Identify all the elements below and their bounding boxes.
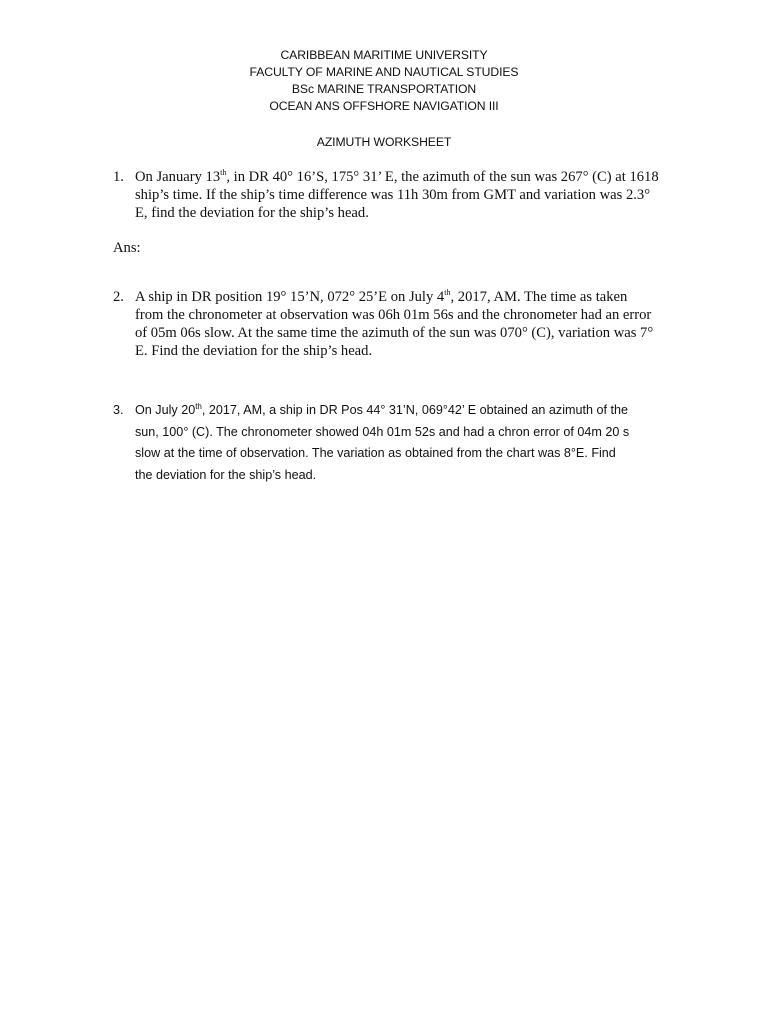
question-line: of 05m 06s slow. At the same time the azimuth of the sun was 070° (C), variation was 7° — [135, 325, 654, 341]
document-header — [0, 47, 768, 115]
ordinal-suffix: th — [444, 288, 451, 298]
question-line: E. Find the deviation for the ship’s head. — [135, 343, 373, 359]
question-line: ship’s time. If the ship’s time difference was 11h 30m from GMT and variation was 2.3° — [135, 187, 651, 203]
course-name: OCEAN ANS OFFSHORE NAVIGATION III — [269, 99, 499, 113]
question-text — [135, 168, 680, 222]
ordinal-suffix: th — [220, 168, 227, 178]
question-line — [135, 400, 680, 422]
worksheet-title: AZIMUTH WORKSHEET — [316, 135, 452, 149]
question-line — [135, 168, 680, 186]
text-segment: On July 20 — [135, 403, 196, 417]
question-line: from the chronometer at observation was 06h 01m 56s and the chronometer had an error — [135, 307, 652, 323]
question-line: slow at the time of observation. The variation as obtained from the chart was 8°E. Find — [135, 446, 616, 461]
faculty-name: FACULTY OF MARINE AND NAUTICAL STUDIES — [249, 65, 519, 79]
text-segment: On January 13 — [135, 169, 221, 185]
university-name: CARIBBEAN MARITIME UNIVERSITY — [280, 48, 488, 62]
question-line: the deviation for the ship’s head. — [135, 468, 317, 483]
question-text — [135, 288, 680, 360]
question-number: 2. — [113, 289, 124, 305]
answer-label: Ans: — [113, 240, 141, 256]
question-text — [135, 400, 680, 487]
question-line — [135, 288, 680, 306]
text-segment: , 2017, AM, a ship in DR Pos 44° 31’N, 069°42’ E obtained an azimuth of the — [201, 403, 629, 417]
program-name: BSc MARINE TRANSPORTATION — [291, 82, 477, 96]
text-segment: , 2017, AM. The time as taken — [450, 289, 628, 305]
text-segment: , in DR 40° 16’S, 175° 31’ E, the azimuth of the sun was 267° (C) at 1618 — [226, 169, 659, 185]
question-number: 3. — [113, 403, 124, 417]
question-number: 1. — [113, 169, 124, 185]
ordinal-suffix: th — [195, 401, 202, 411]
question-line: sun, 100° (C). The chronometer showed 04h 01m 52s and had a chron error of 04m 20 s — [135, 424, 630, 439]
question-line: E, find the deviation for the ship’s head. — [135, 205, 369, 221]
text-segment: A ship in DR position 19° 15’N, 072° 25’E on July 4 — [135, 289, 445, 305]
